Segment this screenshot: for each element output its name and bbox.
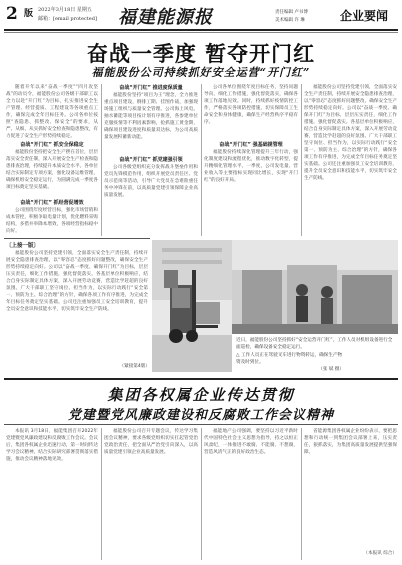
lead-col2b: 公司各级党组织充分发挥战斗堡垒作用和党员先锋模范作用，组织开展党员责任区、党员示范岗等活动，引导广大党员在急难险重任务中冲锋在前，以高质量党建引领保障企业高质量发展。 (104, 165, 198, 198)
page-tag: 版 (24, 9, 34, 19)
masthead-rule-thin (4, 32, 398, 33)
continued-note: （紧接第4版） (119, 364, 150, 369)
forklift-photo (152, 240, 232, 372)
masthead-rule (4, 29, 398, 31)
section-rule (4, 378, 398, 380)
box-rule (4, 238, 150, 239)
second-headline: 集团各权属企业传达贯彻 (107, 386, 295, 404)
editor-name: 责任编辑 卢书博 (275, 10, 308, 15)
lead-col3b: 福能股份持续深化管理提升三年行动，强化制度建设和流程优化，推动数字化转型，提升精细化管理水平。一季度，公司发电量、营业收入等主要指标实现同比增长，实现“开门红”的良好开局。 (204, 150, 298, 183)
designer-name: 美术编辑 许 琳 (275, 18, 305, 23)
lead-headline: 奋战一季度 暂夺开门红 (86, 42, 316, 66)
second-col1: 本报讯 3月18日，福能集团召开2022年党建暨党风廉政建设和反腐败工作会议。会议后，集团各权属企业迅速行动，第一时间传达学习会议精神，结合实际研究部署贯彻落实措施，推动会议精神落地见效。 (6, 429, 98, 462)
col-divider (101, 428, 102, 560)
section-name: 企业要闻 (340, 9, 389, 23)
second-credit: （本报讯 综合） (363, 551, 397, 556)
page-number: 2 (6, 4, 18, 24)
editor-info (275, 9, 308, 25)
col-divider (201, 428, 202, 560)
lead-col4: 福能股份公司坚持党建引领，全面落实安全生产责任制，持续开展安全隐患排查治理，以“零容忍”态度抓好问题整改，确保安全生产形势持续稳定向好。公司以“奋战一季度、确保开门红”为目标，层层压实责任，细化工作措施，强化督促落实。各基层单位积极响应，结合自身实际制定具体方案，深入开展劳动竞赛，营造比学赶超的良好氛围。广大干部职工坚守岗位、担当作为，以实际行动践行“安全第一、预防为主、综合治理”的方针，确保各项工作有序推进，为完成全年目标任务奠定坚实基础。公司还注重加强员工安全培训教育，提升全员安全意识和技能水平，切实筑牢安全生产防线。 (304, 85, 397, 181)
lead-subhead-5: 奋战“开门红” 强基础提管理 (219, 142, 283, 148)
second-rule (4, 424, 398, 425)
col-divider (101, 84, 102, 236)
col-divider (201, 84, 202, 236)
second-col4: 省能源集团各权属企业纷纷表示，要把思想和行动统一到集团会议部署上来，压实责任，狠抓落实，为集团高质量发展提供坚强保障。 (304, 429, 397, 455)
lead-subhead-3: 奋战“开门红” 推进度保质量 (119, 85, 183, 91)
main-photo-caption: 近日，福能股份公司坚持抓好“安全运营开门红”，工作人员对机组设备进行全面巡检，确保设备安全稳定运行。 (236, 338, 393, 350)
col-divider (301, 428, 302, 560)
forklift-caption: △ 工作人员正在驾驶叉车进行物资转运，确保生产物资及时到位。 (236, 353, 343, 365)
lead-subhead-2: 奋战“开门红” 抓经营促增效 (20, 200, 84, 206)
lead-col1: 随着开年以来“奋战一季度”“四月攻坚战”的动员令，福能股份公司各级干部职工以全力以赴“开门红”为目标，扎实推进安全生产管理、经营提质、工程建设等各项重点工作，确保完成全年目标任务。公司各单位按照“查隐患、抓整改、保安全”的要求，从严、从细、从实抓好安全检查和隐患整改，有力促进了安全生产形势持续稳定。 (6, 85, 98, 139)
forklift-credit: （张 斌 摄） (318, 367, 344, 372)
second-subhead: 党建暨党风廉政建设和反腐败工作会议精神 (67, 408, 334, 423)
lead-col1b: 福能股份坚持把安全生产摆在首位，层层落实安全责任制，深入开展安全生产检查和隐患排查治理，持续提升本质安全水平。各单位结合实际制定专项方案，强化设备运维管理，确保机组安全稳定运行，为圆满完成一季度各项目标奠定坚实基础。 (6, 150, 98, 190)
lead-col1c: 公司围绕年度经营目标，强化市场营销和成本管控，积极争取电量计划，优化燃料采购结构，多措并举降本增效，各项经营指标稳中向好。 (6, 208, 98, 234)
continued-text: 福能股份公司坚持党建引领，全面落实安全生产责任制，持续开展安全隐患排查治理，以“零容忍”态度抓好问题整改，确保安全生产形势持续稳定向好。公司以“奋战一季度、确保开门红”为目标，层层压实责任，细化工作措施，强化督促落实。各基层单位积极响应，结合自身实际制定具体方案，深入开展劳动竞赛，营造比学赶超的良好氛围。广大干部职工坚守岗位、担当作为，以实际行动践行“安全第一、预防为主、综合治理”的方针，确保各项工作有序推进，为完成全年目标任务奠定坚实基础。公司还注重加强员工安全培训教育，提升全员安全意识和技能水平，切实筑牢安全生产防线。 (6, 251, 148, 312)
col-divider (301, 84, 302, 236)
main-photo (232, 240, 398, 334)
lead-subhead-1: 奋战“开门红” 抓安全保稳定 (20, 142, 84, 148)
email: 邮箱：[email protected] (38, 16, 97, 22)
lead-subhead: 福能股份公司持续抓好安全运营“开门红” (91, 66, 311, 79)
continued-label: 〔上接一版〕 (6, 243, 40, 249)
lead-subhead-4: 奋战“开门红” 抓党建强引领 (119, 157, 183, 163)
issue-date: 2022年3月18日 星期五 (38, 7, 92, 13)
brand-name: 福建能源报 (118, 7, 213, 28)
masthead (0, 0, 402, 34)
second-col2: 福能股份公司召开专题会议，传达学习集团会议精神，要求各级党组织切实扛起管党治党政治责任，把全面从严治党引向深入，以高质量党建引领企业高质量发展。 (104, 429, 198, 455)
lead-col3: 公司各单位围绕年度目标任务，坚持问题导向，细化工作措施，强化督促落实，确保各项工作落地见效。同时，持续抓好疫情防控工作，严格落实各项防控措施，切实保障员工生命安全和身体健康，确保生产经营秩序平稳有序。 (204, 85, 298, 125)
second-col3: 福能地产公司强调，要坚持以习近平新时代中国特色社会主义思想为指导，持之以恒正风肃纪，一体推进不敢腐、不能腐、不想腐，营造风清气正的良好政治生态。 (204, 429, 298, 455)
lead-col2: 福能股份坚持“项目为王”理念，全力推进重点项目建设，倒排工期、挂图作战，加强现场施工组织与质量安全管理。公司海上风电、抽水蓄能等项目按计划有序推进，各参建单位克服疫情等不利因素影响，抢抓施工黄金期，确保项目建设进度和质量双达标，为公司高质量发展积蓄新动能。 (104, 93, 198, 140)
